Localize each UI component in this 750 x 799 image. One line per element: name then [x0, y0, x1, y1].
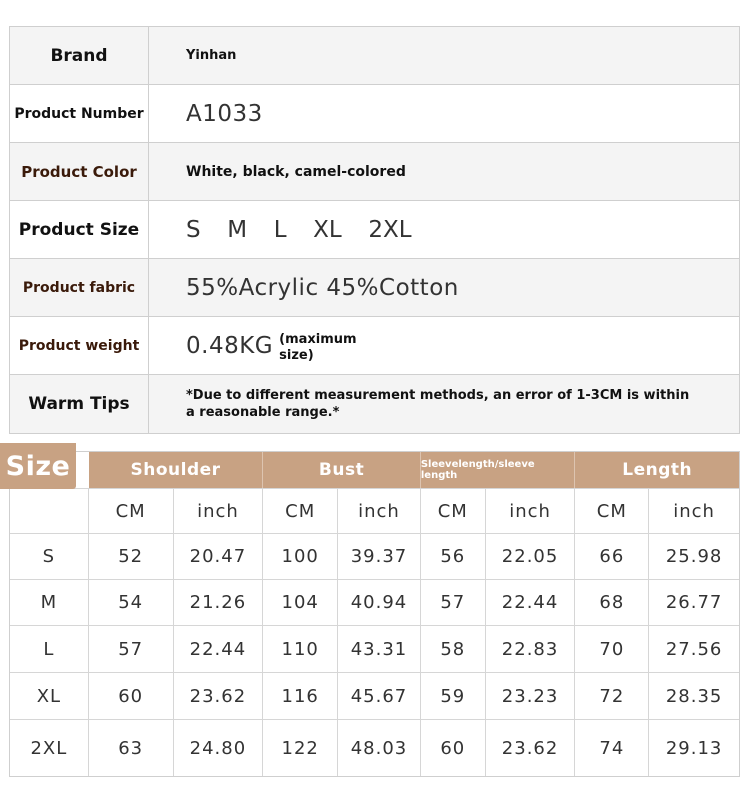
product-number-value: A1033	[186, 100, 263, 127]
table-cell: 68	[575, 580, 649, 625]
size-chart-title: Size	[0, 443, 76, 489]
unit-cell: inch	[174, 489, 264, 533]
product-weight-label: Product weight	[10, 317, 149, 374]
table-cell: 22.44	[486, 580, 576, 625]
table-row	[10, 672, 739, 719]
table-cell: 24.80	[174, 720, 264, 776]
size-label: L	[10, 626, 89, 672]
table-cell: 45.67	[338, 673, 421, 719]
warm-tips-row	[10, 375, 739, 433]
table-cell: 28.35	[665, 685, 723, 707]
table-cell: 60	[421, 720, 486, 776]
product-weight-cell	[149, 317, 739, 374]
product-color-row	[10, 143, 739, 201]
table-cell: 26.77	[665, 592, 723, 613]
unit-corner	[10, 489, 89, 533]
table-cell: 22.44	[174, 626, 264, 672]
table-cell: 23.62	[174, 673, 264, 719]
table-cell: 57	[89, 626, 174, 672]
table-cell: 72	[575, 673, 649, 719]
table-cell: 57	[421, 580, 486, 625]
unit-cell: CM	[263, 489, 338, 533]
table-row	[10, 625, 739, 672]
product-weight-value: 0.48KG	[186, 332, 274, 359]
warm-tips-value: *Due to different measurement methods, an error of 1-3CM is within a reasonable range.*	[186, 388, 690, 420]
table-cell: 74	[575, 720, 649, 776]
table-cell: 29.13	[665, 737, 723, 759]
product-fabric-label: Product fabric	[10, 259, 149, 316]
warm-tips-label: Warm Tips	[10, 375, 149, 433]
product-info-table	[9, 26, 740, 434]
table-cell: 20.47	[174, 534, 264, 579]
header-shoulder: Shoulder	[89, 452, 264, 488]
table-cell: 63	[89, 720, 174, 776]
size-label: M	[10, 580, 89, 625]
brand-row	[10, 27, 739, 85]
table-cell: 116	[263, 673, 338, 719]
table-row	[10, 579, 739, 625]
table-cell: 52	[89, 534, 174, 579]
table-cell: 23.62	[486, 720, 576, 776]
table-cell: 25.98	[665, 546, 723, 567]
size-label: 2XL	[10, 720, 89, 776]
unit-cell: inch	[673, 500, 715, 522]
product-weight-note: (maximum size)	[279, 331, 357, 363]
table-cell: 59	[421, 673, 486, 719]
table-cell: 104	[263, 580, 338, 625]
table-cell: 22.83	[486, 626, 576, 672]
table-cell: 66	[575, 534, 649, 579]
unit-cell: CM	[421, 489, 486, 533]
product-number-row	[10, 85, 739, 143]
header-bust: Bust	[263, 452, 421, 488]
product-size-row	[10, 201, 739, 259]
table-cell: 39.37	[338, 534, 421, 579]
product-size-label: Product Size	[10, 201, 149, 258]
product-weight-row	[10, 317, 739, 375]
product-fabric-value: 55%Acrylic 45%Cotton	[186, 274, 459, 301]
product-fabric-row	[10, 259, 739, 317]
brand-value: Yinhan	[186, 48, 237, 63]
table-cell: 58	[421, 626, 486, 672]
table-cell: 70	[575, 626, 649, 672]
table-cell: 100	[263, 534, 338, 579]
header-length: Length	[622, 460, 693, 480]
table-cell: 40.94	[338, 580, 421, 625]
units-row	[10, 488, 739, 533]
unit-cell: inch	[486, 489, 576, 533]
unit-cell: CM	[575, 489, 649, 533]
unit-cell: CM	[89, 489, 174, 533]
table-row	[10, 533, 739, 579]
table-cell: 21.26	[174, 580, 264, 625]
table-cell: 27.56	[665, 638, 723, 660]
table-cell: 54	[89, 580, 174, 625]
size-label: XL	[10, 673, 89, 719]
product-size-value: S M L XL 2XL	[186, 216, 412, 243]
size-label: S	[10, 534, 89, 579]
brand-label: Brand	[10, 27, 149, 84]
table-row	[10, 719, 739, 776]
table-cell: 23.23	[486, 673, 576, 719]
product-color-value: White, black, camel-colored	[186, 163, 406, 180]
size-chart-table	[9, 451, 740, 777]
table-cell: 122	[263, 720, 338, 776]
table-cell: 48.03	[338, 720, 421, 776]
table-cell: 56	[421, 534, 486, 579]
table-cell: 22.05	[486, 534, 576, 579]
product-color-label: Product Color	[10, 143, 149, 200]
table-cell: 60	[89, 673, 174, 719]
size-chart-header	[10, 452, 739, 488]
header-sleeve-length: Sleevelength/sleeve length	[421, 452, 576, 488]
product-number-label: Product Number	[10, 85, 149, 142]
table-cell: 110	[263, 626, 338, 672]
unit-cell: inch	[338, 489, 421, 533]
table-cell: 43.31	[338, 626, 421, 672]
